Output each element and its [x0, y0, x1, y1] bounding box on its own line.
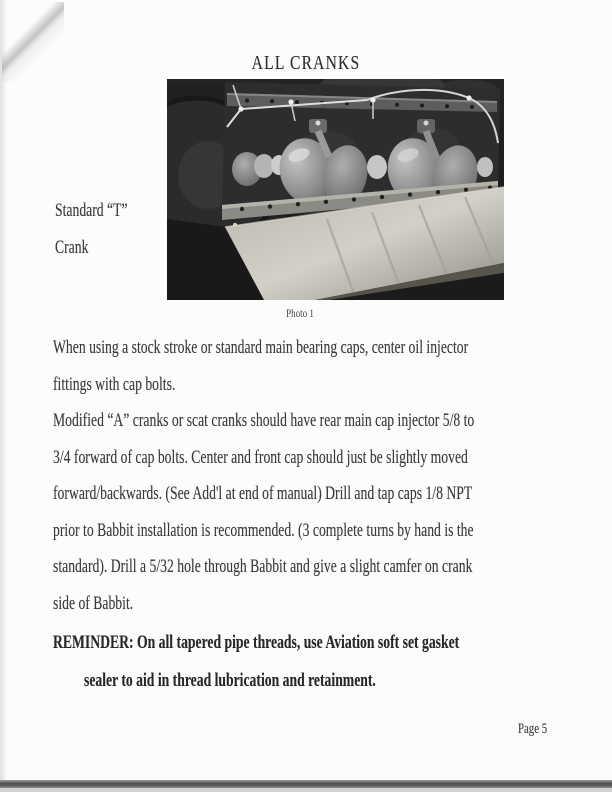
page-corner-crease — [2, 2, 64, 82]
reminder-line1: REMINDER: On all tapered pipe threads, use Aviation soft set gasket — [53, 632, 460, 653]
scanner-edge-band — [0, 780, 612, 788]
body-line: prior to Babbit installation is recommended. (3 complete turns by hand is the — [53, 520, 474, 541]
body-line: Modified “A” cranks or scat cranks should have rear main cap injector 5/8 to — [53, 410, 475, 431]
body-line: side of Babbit. — [53, 593, 134, 614]
scan-edge-shadow — [0, 0, 7, 792]
body-line: forward/backwards. (See Add'l at end of manual) Drill and tap caps 1/8 NPT — [53, 483, 473, 504]
scanner-edge-below — [0, 788, 612, 792]
photo-label-line2: Crank — [55, 237, 89, 258]
page-number: Page 5 — [518, 721, 548, 737]
body-line: 3/4 forward of cap bolts. Center and front cap should just be slightly moved — [53, 447, 468, 468]
body-line: When using a stock stroke or standard main bearing caps, center oil injector — [53, 337, 469, 358]
photo-caption: Photo 1 — [286, 306, 314, 320]
reminder-line2: sealer to aid in thread lubrication and retainment. — [84, 670, 376, 691]
body-line: standard). Drill a 5/32 hole through Babbit and give a slight camfer on crank — [53, 556, 473, 577]
page-title: ALL CRANKS — [251, 52, 361, 74]
body-line: fittings with cap bolts. — [53, 374, 176, 395]
photo-label-line1: Standard “T” — [55, 200, 128, 221]
photo-frame — [167, 79, 504, 300]
crank-photo — [167, 79, 504, 300]
